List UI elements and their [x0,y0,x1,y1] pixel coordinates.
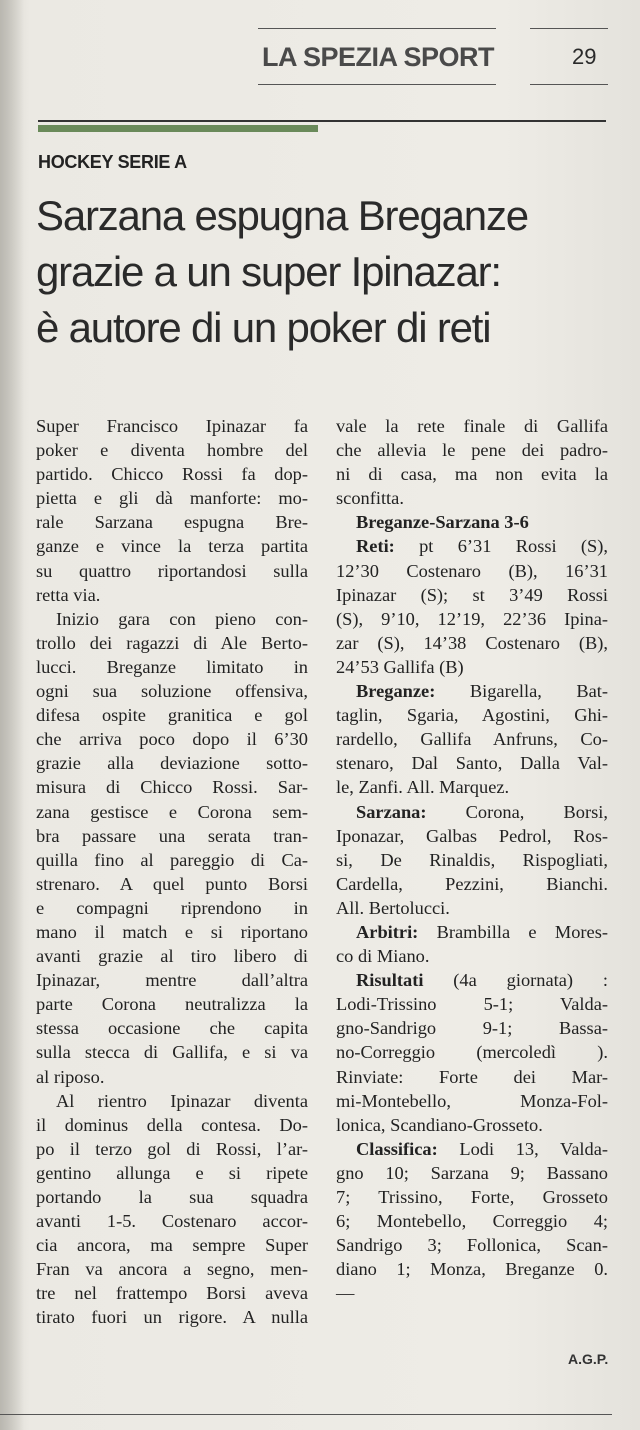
line-text: bra passare una serata tran- [36,825,308,846]
body-text-line [336,414,608,438]
line-text: strenaro. A quel punto Borsi [36,873,308,894]
body-text-line [36,872,308,896]
body-text-line [336,751,608,775]
bold-lead-text: Classifica: [356,1138,438,1159]
body-text-line [336,1137,608,1161]
body-text-line [336,486,608,510]
body-text-line [36,848,308,872]
body-text-line [36,1040,308,1064]
bold-lead-text: Reti: [356,536,395,557]
line-text: Lodi 13, Valda- [437,1138,608,1159]
body-text-line [336,462,608,486]
line-text: che arriva poco dopo il 6’30 [36,729,308,750]
line-text: gno 10; Sarzana 9; Bassano [336,1162,608,1183]
body-text-line [36,1257,308,1281]
line-text: Fran va ancora a segno, men- [36,1259,308,1280]
body-text-line [36,607,308,631]
line-text: Rinviate: Forte dei Mar- [336,1066,608,1087]
body-text-line [36,462,308,486]
body-text-line [36,486,308,510]
line-text: rardello, Gallifa Anfruns, Co- [336,729,608,750]
line-text: Bigarella, Bat- [435,681,608,702]
body-text-line [36,703,308,727]
line-text: portando la sua squadra [36,1187,308,1207]
line-text: 7; Trissino, Forte, Grosseto [336,1187,608,1207]
body-text-line [336,559,608,583]
body-text-line [336,848,608,872]
line-text: tirato fuori un rigore. A nulla [36,1307,308,1328]
page-bottom-rule [0,1414,612,1415]
body-text-line [36,1161,308,1185]
body-text-line [336,1233,608,1257]
body-text-line [36,800,308,824]
body-text-line [36,1016,308,1040]
body-text-line [336,727,608,751]
bold-lead-text: Breganze: [356,681,436,702]
body-text-line [36,1233,308,1257]
line-text: (4a giornata) : [423,970,608,991]
line-text: il dominus della contesa. Do- [36,1114,308,1135]
line-text: sulla stecca di Gallifa, e si va [36,1042,308,1063]
line-text: no-Correggio (mercoledì ). [336,1042,608,1063]
body-text-line [36,1185,308,1209]
line-text: All. Bertolucci. [336,897,450,918]
body-text-line [336,679,608,703]
body-text-line [36,679,308,703]
line-text: che allevia le pene dei padro- [336,440,608,461]
line-text: ganze e vince la terza partita [36,536,308,557]
line-text: mano il match e si riportano [36,921,308,942]
page-number: 29 [572,44,597,69]
body-text-line [36,920,308,944]
section-color-bar [38,125,318,132]
line-text: partido. Chicco Rossi fa dop- [36,464,308,485]
line-text: al riposo. [36,1066,105,1087]
bold-lead-text: Arbitri: [356,921,419,942]
line-text: ni di casa, ma non evita la [336,464,608,485]
body-text-line [36,534,308,558]
line-text: poker e diventa hombre del [36,440,308,461]
line-text: retta via. [36,584,101,605]
body-text-line [36,1305,308,1329]
line-text: Inizio gara con pieno con- [56,608,308,629]
line-text: Ipinazar (S); st 3’49 Rossi [336,584,608,605]
header-rule-bottom [258,84,496,85]
line-text: rale Sarzana espugna Bre- [36,512,308,533]
line-text: pt 6’31 Rossi (S), [394,536,608,557]
body-text-line [336,607,608,631]
line-text: 12’30 Costenaro (B), 16’31 [336,560,608,581]
line-text: 24’53 Gallifa (B) [336,656,464,677]
page-fold-shadow [0,0,24,1430]
body-text-line [336,1257,608,1281]
article-top-rule [38,120,606,122]
line-text: diano 1; Monza, Breganze 0. [336,1259,608,1280]
line-text: difesa ospite granitica e gol [36,705,308,726]
body-text-line [36,896,308,920]
line-text: Super Francisco Ipinazar fa [36,416,308,436]
line-text: po il terzo gol di Rossi, l’ar- [36,1138,308,1159]
bold-lead-text: Sarzana: [356,801,427,822]
body-text-line [36,1137,308,1161]
article-headline [36,188,621,356]
body-text-line [336,1089,608,1113]
line-text: — [336,1283,355,1304]
line-text: zar (S), 14’38 Costenaro (B), [336,632,608,653]
line-text: Sandrigo 3; Follonica, Scan- [336,1235,608,1256]
body-text-line [336,1185,608,1209]
page-number-rule-top [530,28,608,29]
body-text-line [336,896,608,920]
body-text-line [336,1281,608,1305]
line-text: su quattro riportandosi sulla [36,560,308,581]
body-text-line [336,583,608,607]
line-text: co di Miano. [336,946,430,967]
line-text: misura di Chicco Rossi. Sar- [36,777,308,798]
line-text: gno-Sandrigo 9-1; Bassa- [336,1018,608,1039]
body-text-line [336,1040,608,1064]
body-text-line [336,703,608,727]
body-text-line [336,1113,608,1137]
body-text-line [36,751,308,775]
body-text-line [36,559,308,583]
line-text: stessa occasione che capita [36,1018,308,1039]
author-signature: A.G.P. [568,1351,609,1367]
line-text: ogni sua soluzione offensiva, [36,681,308,702]
body-text-line [36,1089,308,1113]
body-text-line [336,872,608,896]
line-text: (S), 9’10, 12’19, 22’36 Ipina- [336,608,608,629]
line-text: 6; Montebello, Correggio 4; [336,1211,608,1232]
line-text: Cardella, Pezzini, Bianchi. [336,873,608,894]
header-rule-top [258,28,496,29]
body-text-line [36,1281,308,1305]
line-text: avanti grazie al tiro libero di [36,946,308,967]
body-text-line [36,944,308,968]
article-body-left-column [36,414,308,1330]
body-text-line [336,775,608,799]
body-text-line [36,992,308,1016]
line-text: cia ancora, ma sempre Super [36,1235,308,1256]
bold-lead-text: Breganze-Sarzana 3-6 [356,512,529,533]
body-text-line [36,727,308,751]
line-text: vale la rete finale di Gallifa [336,416,608,436]
body-text-line [336,631,608,655]
body-text-line [36,631,308,655]
line-text: Ipinazar, mentre dall’altra [36,970,308,991]
body-text-line [36,583,308,607]
body-text-line [336,510,608,534]
headline-line: Sarzana espugna Breganze [36,192,528,239]
body-text-line [36,438,308,462]
body-text-line [336,534,608,558]
line-text: gentino allunga e si ripete [36,1162,308,1183]
line-text: Lodi-Trissino 5-1; Valda- [336,994,608,1015]
body-text-line [336,1016,608,1040]
line-text: Iponazar, Galbas Pedrol, Ros- [336,825,608,846]
line-text: Corona, Borsi, [426,801,608,822]
line-text: lonica, Scandiano-Grosseto. [336,1114,543,1135]
line-text: mi-Montebello, Monza-Fol- [336,1090,608,1111]
line-text: grazie alla deviazione sotto- [36,753,308,774]
body-text-line [36,510,308,534]
page-number-rule-bottom [530,84,608,85]
body-text-line [336,944,608,968]
line-text: parte Corona neutralizza la [36,994,308,1015]
body-text-line [36,655,308,679]
line-text: sconfitta. [336,488,404,509]
body-text-line [36,1113,308,1137]
body-text-line [336,992,608,1016]
line-text: si, De Rinaldis, Rispogliati, [336,849,608,870]
line-text: le, Zanfi. All. Marquez. [336,777,510,798]
line-text: avanti 1-5. Costenaro accor- [36,1211,308,1232]
headline-line: è autore di un poker di reti [36,304,491,351]
line-text: stenaro, Dal Santo, Dalla Val- [336,753,608,774]
line-text: lucci. Breganze limitato in [36,656,308,677]
line-text: pietta e gli dà manforte: mo- [36,488,308,509]
body-text-line [36,775,308,799]
body-text-line [336,1209,608,1233]
body-text-line [336,824,608,848]
body-text-line [36,1209,308,1233]
line-text: zana gestisce e Corona sem- [36,801,308,822]
line-text: tre nel frattempo Borsi aveva [36,1283,308,1304]
body-text-line [36,968,308,992]
line-text: quilla fino al pareggio di Ca- [36,849,308,870]
body-text-line [336,1065,608,1089]
article-kicker: HOCKEY SERIE A [38,152,187,172]
body-text-line [336,800,608,824]
article-body-right-column [336,414,608,1305]
body-text-line [336,920,608,944]
body-text-line [336,655,608,679]
line-text: Al rientro Ipinazar diventa [56,1090,308,1111]
headline-line: grazie a un super Ipinazar: [36,248,501,295]
line-text: e compagni riprendono in [36,897,308,918]
body-text-line [336,968,608,992]
body-text-line [36,414,308,438]
line-text: taglin, Sgaria, Agostini, Ghi- [336,705,608,726]
body-text-line [36,1065,308,1089]
bold-lead-text: Risultati [356,970,424,991]
line-text: Brambilla e Mores- [418,921,608,942]
body-text-line [336,438,608,462]
body-text-line [36,824,308,848]
section-header: LA SPEZIA SPORT [262,42,495,72]
body-text-line [336,1161,608,1185]
line-text: trollo dei ragazzi di Ale Berto- [36,632,308,653]
